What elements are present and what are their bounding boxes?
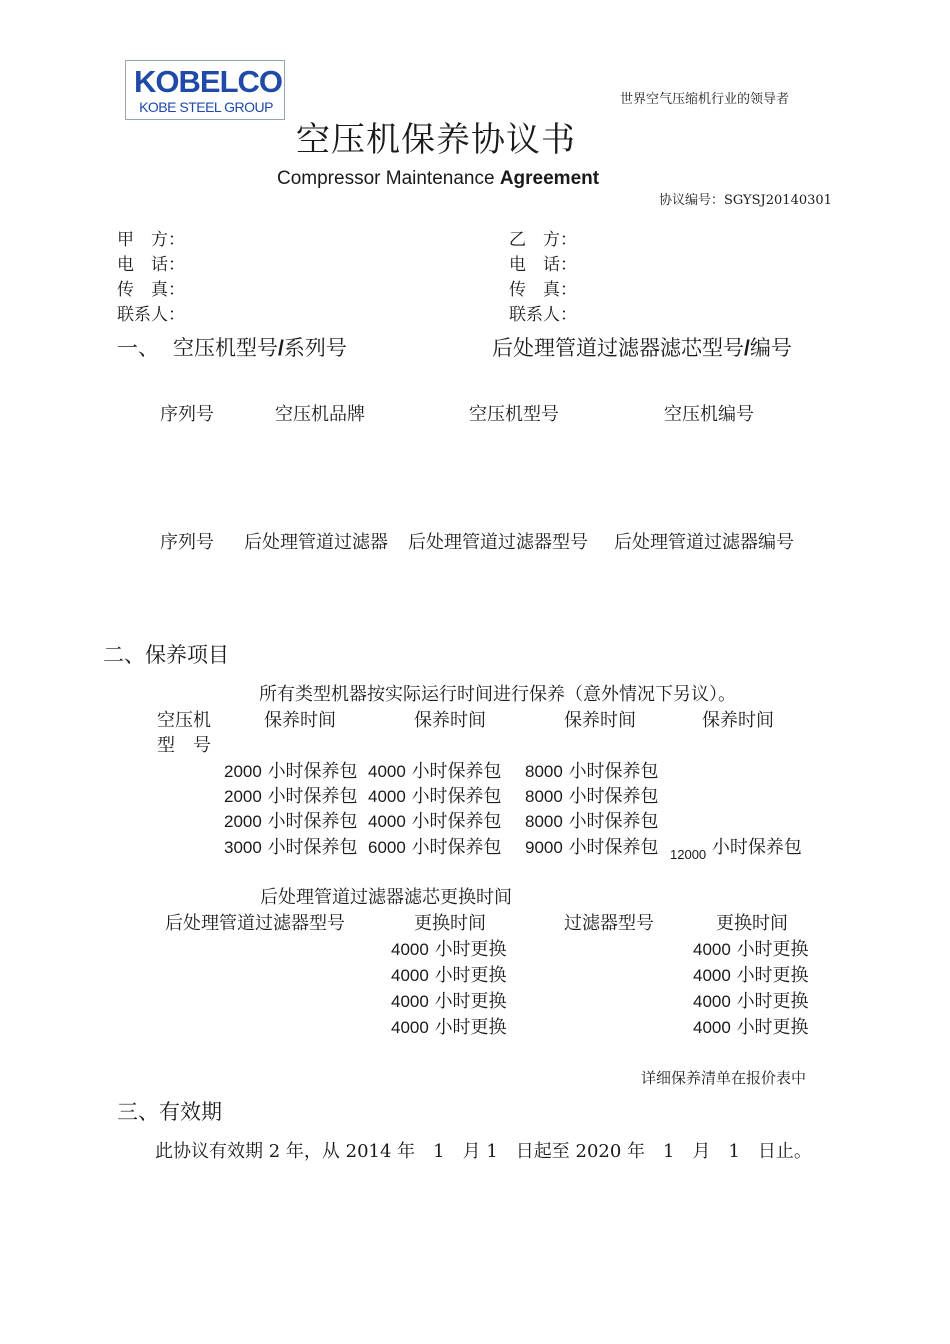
compressor-header-serial: 序列号 — [160, 404, 214, 425]
detail-note: 详细保养清单在报价表中 — [641, 1069, 807, 1087]
section1-heading-right-a: 后处理管道过滤器滤芯型号 — [492, 336, 744, 360]
filter-col-model-2: 过滤器型号 — [564, 913, 654, 934]
col-model-line1: 空压机 — [157, 710, 211, 731]
agreement-number: 协议编号：SGYSJ20140301 — [659, 193, 832, 208]
party-b-phone-label: 电 话： — [509, 255, 577, 275]
section1-heading-left-a: 空压机型号 — [173, 336, 278, 360]
filter-cell-r4-left: 4000 小时更换 — [391, 1017, 507, 1038]
filter-cell-r2-right: 4000 小时更换 — [693, 965, 809, 986]
section1-heading-right-b: 编号 — [749, 336, 792, 360]
section1-heading-right — [492, 332, 792, 362]
english-title-bold: Agreement — [499, 168, 600, 189]
party-b-contact-label: 联系人： — [509, 305, 577, 325]
maint-cell-r2-c: 8000 小时保养包 — [525, 786, 659, 807]
filter-cell-r4-right: 4000 小时更换 — [693, 1017, 809, 1038]
logo-wordmark: KOBELCO — [134, 64, 282, 99]
filter-header-name: 后处理管道过滤器 — [244, 532, 388, 553]
maint-cell-r2-a: 2000 小时保养包 — [224, 786, 358, 807]
maint-cell-r1-b: 4000 小时保养包 — [368, 761, 502, 782]
filter-cell-r3-right: 4000 小时更换 — [693, 991, 809, 1012]
maint-cell-r2-b: 4000 小时保养包 — [368, 786, 502, 807]
compressor-header-number: 空压机编号 — [664, 404, 754, 425]
party-a-label: 甲 方： — [117, 230, 185, 250]
maint-cell-r3-a: 2000 小时保养包 — [224, 811, 358, 832]
col-time-1: 保养时间 — [264, 710, 336, 731]
col-time-3: 保养时间 — [564, 710, 636, 731]
party-b-label: 乙 方： — [509, 230, 577, 250]
filter-cell-r3-left: 4000 小时更换 — [391, 991, 507, 1012]
filter-col-time: 更换时间 — [414, 913, 486, 934]
filter-replacement-title: 后处理管道过滤器滤芯更换时间 — [260, 887, 512, 908]
maint-cell-r3-b: 4000 小时保养包 — [368, 811, 502, 832]
section1-slash: / — [278, 337, 284, 360]
maint-cell-r4-c: 9000 小时保养包 — [525, 837, 659, 858]
section1-slash-right: / — [744, 337, 750, 360]
party-a-contact-label: 联系人： — [117, 305, 185, 325]
section1-number: 一、 — [117, 336, 159, 360]
slogan: 世界空气压缩机行业的领导者 — [620, 92, 790, 107]
compressor-header-brand: 空压机品牌 — [275, 404, 365, 425]
filter-cell-r1-left: 4000 小时更换 — [391, 939, 507, 960]
filter-header-serial: 序列号 — [160, 532, 214, 553]
party-a-phone-label: 电 话： — [117, 255, 185, 275]
filter-col-model: 后处理管道过滤器型号 — [165, 913, 345, 934]
maint-cell-r1-a: 2000 小时保养包 — [224, 761, 358, 782]
maint-cell-r3-c: 8000 小时保养包 — [525, 811, 659, 832]
party-b-fax-label: 传 真： — [509, 280, 577, 300]
maint-cell-r1-c: 8000 小时保养包 — [525, 761, 659, 782]
maint-cell-r4-b: 6000 小时保养包 — [368, 837, 502, 858]
english-title-regular: Compressor Maintenance — [277, 168, 500, 189]
filter-header-number: 后处理管道过滤器编号 — [614, 532, 794, 553]
logo-subtitle: KOBE STEEL GROUP — [139, 99, 273, 115]
document-title: 空压机保养协议书 — [296, 120, 576, 160]
col-model-line2: 型 号 — [157, 735, 211, 756]
filter-header-model: 后处理管道过滤器型号 — [408, 532, 588, 553]
english-title — [277, 168, 599, 190]
maint-cell-r4-a: 3000 小时保养包 — [224, 837, 358, 858]
kobelco-logo — [125, 60, 285, 120]
maintenance-note: 所有类型机器按实际运行时间进行保养（意外情况下另议）。 — [259, 684, 736, 705]
filter-cell-r1-right: 4000 小时更换 — [693, 939, 809, 960]
compressor-header-model: 空压机型号 — [469, 404, 559, 425]
col-time-4: 保养时间 — [702, 710, 774, 731]
filter-col-time-2: 更换时间 — [716, 913, 788, 934]
section3-heading: 三、有效期 — [117, 1100, 222, 1124]
col-time-2: 保养时间 — [414, 710, 486, 731]
section1-heading-left — [173, 332, 347, 362]
validity-text: 此协议有效期 2 年，从 2014 年 1 月 1 日起至 2020 年 1 月 1 日止。 — [155, 1141, 812, 1162]
party-a-fax-label: 传 真： — [117, 280, 185, 300]
filter-cell-r2-left: 4000 小时更换 — [391, 965, 507, 986]
section2-heading: 二、保养项目 — [103, 643, 229, 667]
section1-heading-left-b: 系列号 — [283, 336, 347, 360]
maint-cell-r4-d: $_{12000}$ 小时保养包 — [670, 837, 802, 862]
